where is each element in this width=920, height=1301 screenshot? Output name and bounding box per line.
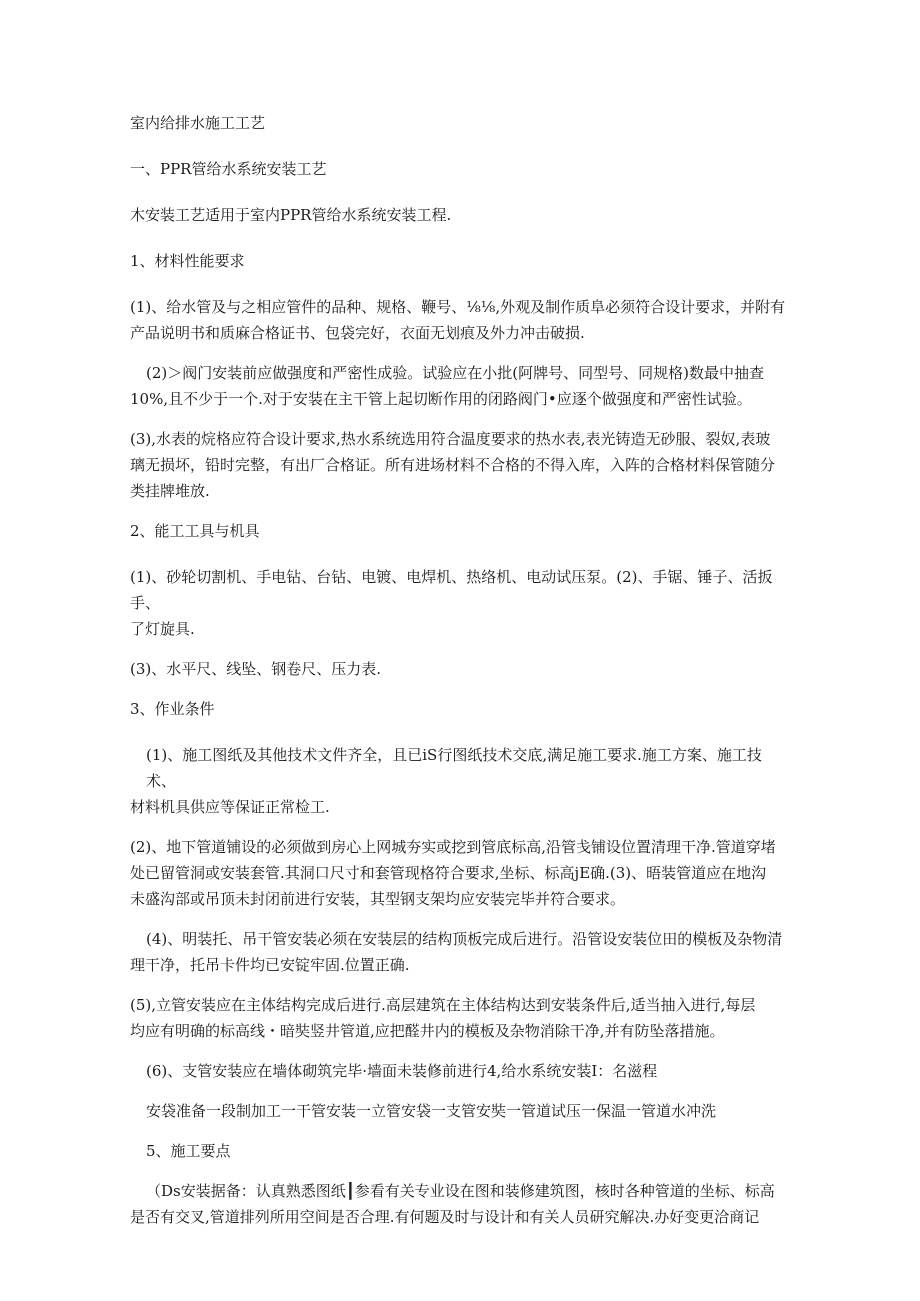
heading-material-requirements: 1、材料性能要求 bbox=[130, 252, 245, 270]
paragraph-1 bbox=[130, 294, 790, 346]
paragraph-line: 均应有明确的标高线・暗奘竖井管道,应把醛井内的模板及杂物消除干净,并有防坠落措施。 bbox=[130, 1022, 725, 1040]
paragraph-9 bbox=[130, 992, 790, 1044]
paragraph-line: 材料机具供应等保证正常检工. bbox=[130, 798, 330, 816]
paragraph-line: 了灯旋具. bbox=[130, 620, 195, 638]
paragraph-7 bbox=[130, 834, 790, 912]
paragraph-line: 类挂牌堆放. bbox=[130, 482, 210, 500]
paragraph-6 bbox=[130, 742, 790, 820]
paragraph-line: 未盛沟部或吊顶未封闭前进行安装，其型钢支架均应安装完毕并符合要求。 bbox=[130, 890, 626, 908]
paragraph-4 bbox=[130, 564, 790, 642]
paragraph-line: (1)、施工图纸及其他技术文件齐全，且已iS行图纸技术交底,满足施工要求.施工方案、施工技术、 bbox=[146, 746, 762, 790]
heading-work-conditions: 3、作业条件 bbox=[130, 700, 215, 718]
paragraph-3 bbox=[130, 426, 790, 504]
heading-key-points: 5、施工要点 bbox=[146, 1142, 231, 1160]
paragraph-line: 是否有交叉,管道排列所用空间是否合理.有何题及时与设计和有关人员研究解决.办好变更洽商记 bbox=[130, 1208, 760, 1226]
paragraph-line: (1)、砂轮切割机、手电钻、台钻、电镀、电焊机、热络机、电动试压泵。(2)、手锯、锤子、活扳手、 bbox=[130, 568, 773, 612]
paragraph-line: 处已留管洞或安装套管.其洞口尺寸和套管现格符合要求,坐标、标高jE确.(3)、晤装管道应在地沟 bbox=[130, 864, 767, 882]
paragraph-11: 安袋准备一段制加工一干管安装一立管安袋一支管安奘一管道试压一保温一管道水冲洗 bbox=[146, 1102, 717, 1120]
paragraph-line: (2)＞阀门安装前应做强度和严密性成验。试验应在小批(阿牌号、同型号、同规格)数最中抽查 bbox=[146, 364, 764, 382]
paragraph-line: (1)、给水管及与之相应管件的品种、规格、鞭号、⅛⅛,外观及制作质阜必须符合设计要求，并附有 bbox=[130, 298, 786, 316]
paragraph-line: 理干净，托吊卡件均已安锭牢固.位置正确. bbox=[130, 956, 410, 974]
paragraph-2 bbox=[130, 360, 790, 412]
paragraph-line: (5),立管安装应在主体结构完成后进行.高层建筑在主体结构达到安装条件后,适当抽入进行,每层 bbox=[130, 996, 756, 1014]
paragraph-line: （Ds安装据备：认真熟悉图纸┃参看有关专业设在图和装修建筑图，核时各种管道的坐标、标高 bbox=[146, 1182, 775, 1200]
paragraph-8 bbox=[130, 926, 790, 978]
paragraph-12 bbox=[130, 1178, 790, 1230]
paragraph-10: (6)、支管安装应在墙体砌筑完毕·墙面未装修前进行4,给水系统安装I：名滋程 bbox=[146, 1062, 658, 1080]
paragraph-5: (3)、水平尺、线坠、钢卷尺、压力表. bbox=[130, 660, 382, 678]
paragraph-line: 璃无损坏，铅时完整，有出厂合格证。所有进场材料不合格的不得入库，入阵的合格材料保管随分 bbox=[130, 456, 776, 474]
intro-paragraph: 木安装工艺适用于室内PPR管给水系统安装工程. bbox=[130, 206, 452, 224]
paragraph-line: 产品说明书和质麻合格证书、包袋完好，衣面无划痕及外力冲击破损. bbox=[130, 324, 585, 342]
paragraph-line: 10%,且不少于一个.对于安装在主干管上起切断作用的闭路阀门•应逐个做强度和严密性试验。 bbox=[130, 390, 752, 408]
document-title: 室内给排水施工工艺 bbox=[130, 114, 266, 132]
paragraph-line: (4)、明装托、吊干管安装必须在安装层的结构顶板完成后进行。沿管设安装位田的模板及杂物清 bbox=[146, 930, 783, 948]
heading-tools: 2、能工工具与机具 bbox=[130, 522, 260, 540]
document-body bbox=[130, 110, 790, 1244]
section-title: 一、PPR管给水系统安装工艺 bbox=[130, 160, 327, 178]
paragraph-line: (2)、地下管道铺设的必须做到房心上网城夯实或挖到管底标高,沿管戋铺设位置清理干净.管道穿堵 bbox=[130, 838, 776, 856]
paragraph-line: (3),水表的烷格应符合设计要求,热水系统选用符合温度要求的热水表,表光铸造无砂服、裂奴,表玻 bbox=[130, 430, 771, 448]
